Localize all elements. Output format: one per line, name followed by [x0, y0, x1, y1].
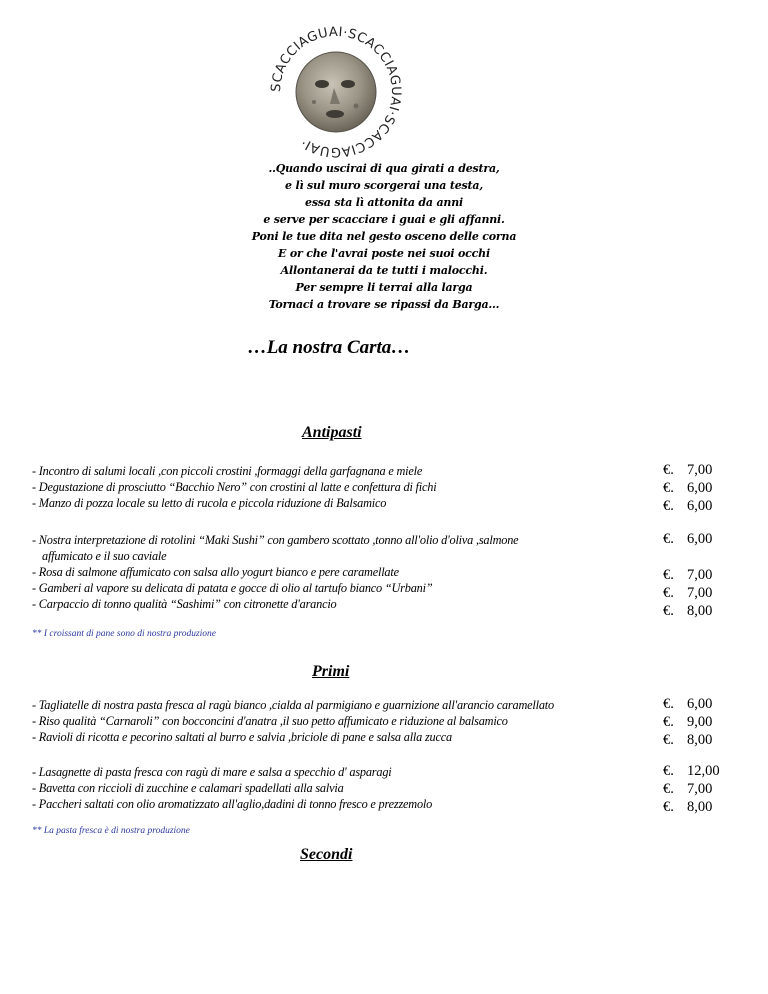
- stone-face-emblem: [266, 22, 406, 162]
- menu-item: - Degustazione di prosciutto “Bacchio Nero” con crostini al latte e confettura di fichi: [32, 480, 437, 494]
- poem: [0, 160, 768, 313]
- price: 7,00: [687, 585, 713, 601]
- menu-item: - Ravioli di ricotta e pecorino saltati al burro e salvia ,briciole di pane e salsa alla zucca: [32, 730, 452, 744]
- currency-symbol: €.: [663, 567, 674, 583]
- price: 8,00: [687, 732, 713, 748]
- menu-item: - Gamberi al vapore su delicata di patata e gocce di olio al tartufo bianco “Urbani”: [32, 581, 433, 595]
- currency-symbol: €.: [663, 462, 674, 478]
- menu-item-continuation: affumicato e il suo caviale: [42, 549, 167, 563]
- note-bread: ** I croissant di pane sono di nostra produzione: [32, 629, 217, 639]
- poem-line: Tornaci a trovare se ripassi da Barga...: [268, 298, 500, 311]
- price: 6,00: [687, 531, 713, 547]
- antipasti-group-1: [32, 463, 436, 511]
- restaurant-logo: [266, 22, 406, 162]
- poem-line: Poni le tue dita nel gesto osceno delle corna: [251, 230, 517, 243]
- section-title-secondi: Secondi: [300, 846, 353, 863]
- price: 6,00: [687, 480, 713, 496]
- antipasti-group-2-prices: [663, 530, 712, 620]
- menu-item: - Lasagnette di pasta fresca con ragù di mare e salsa a specchio d' asparagi: [32, 765, 392, 779]
- menu-item: - Nostra interpretazione di rotolini “Maki Sushi” con gambero scottato ,tonno all'olio d'oliva ,salmone: [32, 533, 519, 547]
- poem-line: essa sta lì attonita da anni: [305, 196, 463, 209]
- section-title-antipasti: Antipasti: [302, 424, 362, 441]
- price: 7,00: [687, 781, 713, 797]
- poem-line: e lì sul muro scorgerai una testa,: [285, 179, 483, 192]
- primi-group-1-prices: [663, 695, 712, 749]
- menu-item: - Carpaccio di tonno qualità “Sashimi” con citronette d'arancio: [32, 597, 337, 611]
- menu-item: - Bavetta con riccioli di zucchine e calamari spadellati alla salvia: [32, 781, 344, 795]
- currency-symbol: €.: [663, 781, 674, 797]
- currency-symbol: €.: [663, 732, 674, 748]
- menu-item: - Riso qualità “Carnaroli” con bocconcini d'anatra ,il suo petto affumicato e riduzione al balsamico: [32, 714, 508, 728]
- poem-line: Allontanerai da te tutti i malocchi.: [280, 264, 488, 277]
- menu-item: - Incontro di salumi locali ,con piccoli crostini ,formaggi della garfagnana e miele: [32, 464, 423, 478]
- currency-symbol: €.: [663, 603, 674, 619]
- menu-item: - Rosa di salmone affumicato con salsa allo yogurt bianco e pere caramellate: [32, 565, 399, 579]
- antipasti-group-1-prices: [663, 461, 712, 515]
- price: 6,00: [687, 498, 713, 514]
- menu-item: - Manzo di pozza locale su letto di rucola e piccola riduzione di Balsamico: [32, 496, 387, 510]
- currency-symbol: €.: [663, 585, 674, 601]
- primi-group-1: [32, 697, 554, 745]
- price: 6,00: [687, 696, 713, 712]
- price: 8,00: [687, 603, 713, 619]
- price: 9,00: [687, 714, 713, 730]
- poem-line: E or che l'avrai poste nei suoi occhi: [278, 247, 490, 260]
- price: 7,00: [687, 462, 713, 478]
- primi-group-2: [32, 764, 432, 812]
- poem-line: Per sempre li terrai alla larga: [295, 281, 473, 294]
- poem-line: ..Quando uscirai di qua girati a destra,: [268, 162, 500, 175]
- primi-group-2-prices: [663, 762, 720, 816]
- menu-item: - Paccheri saltati con olio aromatizzato all'aglio,dadini di tonno fresco e prezzemolo: [32, 797, 433, 811]
- currency-symbol: €.: [663, 763, 674, 779]
- price: 8,00: [687, 799, 713, 815]
- currency-symbol: €.: [663, 531, 674, 547]
- section-title-primi: Primi: [312, 663, 350, 680]
- note-pasta: ** La pasta fresca è di nostra produzione: [32, 826, 190, 836]
- menu-item: - Tagliatelle di nostra pasta fresca al ragù bianco ,cialda al parmigiano e guarnizione all'arancio caramellato: [32, 698, 554, 712]
- logo-ring-text: SCACCIAGUAI·SCACCIAGUAI·SCACCIAGUAI·: [268, 24, 404, 160]
- price: 7,00: [687, 567, 713, 583]
- currency-symbol: €.: [663, 714, 674, 730]
- menu-title: …La nostra Carta…: [247, 337, 411, 358]
- currency-symbol: €.: [663, 498, 674, 514]
- currency-symbol: €.: [663, 480, 674, 496]
- currency-symbol: €.: [663, 799, 674, 815]
- poem-line: e serve per scacciare i guai e gli affanni.: [263, 213, 505, 226]
- antipasti-group-2: [32, 532, 518, 612]
- price: 12,00: [687, 763, 720, 779]
- currency-symbol: €.: [663, 696, 674, 712]
